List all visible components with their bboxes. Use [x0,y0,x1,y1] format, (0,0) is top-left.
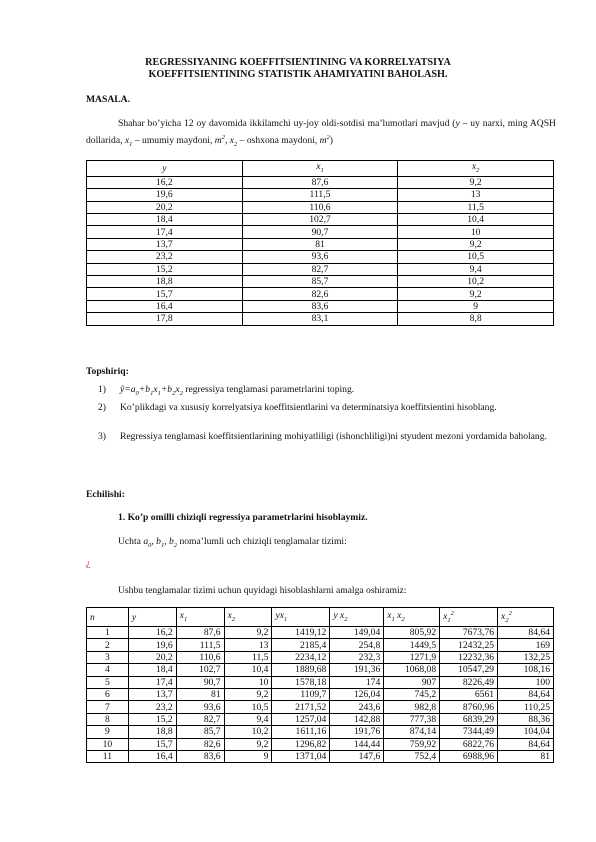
header-x1: $x_1$ [242,161,398,177]
intro-m2-symbol-2: $m^2$ [319,134,330,147]
intro-x1-symbol: $x_1$ [124,135,133,149]
table-cell: 87,6 [176,627,224,639]
masala-label: MASALA. [86,94,130,105]
table-cell: 18,4 [128,664,176,676]
unknowns-symbols: $a_0$, $b_1$, $b_2$ [143,536,178,549]
table-cell: 18,8 [128,726,176,738]
header-y: y [128,608,176,627]
table-cell: 1371,04 [272,751,330,763]
header-x1x2: $x_1$ $x_2$ [384,608,440,627]
task-item-1 [98,383,556,399]
table-row [87,751,554,763]
table-cell: 13 [224,639,272,651]
table-cell: 83,6 [242,300,398,312]
table-cell: 9,2 [398,238,554,250]
stray-character: ¿ [86,558,91,569]
table-cell: 7 [87,701,129,713]
header-x2-squared: $x_2^2$ [498,608,554,627]
table-cell: 169 [498,639,554,651]
table-cell: 17,4 [87,226,243,238]
table-cell: 82,6 [242,288,398,300]
task-1-text: regressiya tenglamasi parametrlarini toping. [182,384,355,395]
table-cell: 191,76 [330,726,384,738]
data-table [86,160,554,326]
table-cell: 13 [398,189,554,201]
table-cell: 13,7 [128,689,176,701]
table-cell: 759,92 [384,738,440,750]
table-row [87,689,554,701]
table-cell: 147,6 [330,751,384,763]
intro-m2-symbol-1: $m^2$ [214,134,225,147]
table-cell: 1271,9 [384,651,440,663]
table-row [87,214,554,226]
table-cell: 8760,96 [440,701,498,713]
table-cell: 6839,29 [440,713,498,725]
table-cell: 4 [87,664,129,676]
table-cell: 8226,49 [440,676,498,688]
table-cell: 8,8 [398,313,554,325]
table-cell: 5 [87,676,129,688]
table-row [87,701,554,713]
table-cell: 1068,08 [384,664,440,676]
table-row [87,201,554,213]
table-cell: 1889,68 [272,664,330,676]
intro-text-5: – oshxona maydoni, [237,135,320,147]
table-row [87,313,554,325]
table-cell: 10547,29 [440,664,498,676]
table-row [87,276,554,288]
table-cell: 90,7 [176,676,224,688]
section-1-text [118,536,347,549]
table-cell: 81 [498,751,554,763]
table-cell: 254,8 [330,639,384,651]
regression-formula: $ŷ=a_0+b_1x_1+b_2x_2$ [120,384,183,397]
table-row [87,300,554,312]
table-cell: 88,36 [498,713,554,725]
table-cell: 9,2 [224,738,272,750]
table-row [87,738,554,750]
header-yx2: y $x_2$ [330,608,384,627]
task-number: 2) [98,402,106,413]
intro-paragraph [86,117,556,152]
header-x1: $x_1$ [176,608,224,627]
table-cell: 111,5 [242,189,398,201]
data-table-header [87,161,554,177]
table-cell: 93,6 [176,701,224,713]
table-cell: 93,6 [242,251,398,263]
table-row [87,627,554,639]
table-cell: 85,7 [242,276,398,288]
table-cell: 83,1 [242,313,398,325]
table-cell: 9,2 [398,176,554,188]
table-cell: 23,2 [128,701,176,713]
table-row [87,288,554,300]
table-cell: 16,4 [128,751,176,763]
intro-text-3: – umumiy maydoni, [132,135,215,147]
table-cell: 10 [224,676,272,688]
table-cell: 10,4 [398,214,554,226]
table-cell: 12432,25 [440,639,498,651]
table-cell: 9 [224,751,272,763]
table-row [87,176,554,188]
task-item-3 [98,430,556,460]
table-cell: 16,2 [128,627,176,639]
table-cell: 9 [87,726,129,738]
table-cell: 243,6 [330,701,384,713]
table-cell: 1109,7 [272,689,330,701]
table-cell: 191,36 [330,664,384,676]
intro-text-4: , [224,135,230,147]
table-cell: 10,2 [224,726,272,738]
table-cell: 174 [330,676,384,688]
table-cell: 85,7 [176,726,224,738]
table-cell: 15,7 [87,288,243,300]
table-cell: 81 [242,238,398,250]
table-cell: 82,7 [176,713,224,725]
header-x2: $x_2$ [398,161,554,177]
calculation-table-header [87,608,554,627]
section-1-text-a: Uchta [118,536,144,547]
table-cell: 1611,16 [272,726,330,738]
table-cell: 9,2 [398,288,554,300]
table-cell: 16,2 [87,176,243,188]
table-cell: 9,4 [398,263,554,275]
table-cell: 982,8 [384,701,440,713]
table-cell: 6561 [440,689,498,701]
header-x1-squared: $x_1^2$ [440,608,498,627]
table-cell: 126,04 [330,689,384,701]
table-row [87,189,554,201]
table-cell: 142,88 [330,713,384,725]
echilishi-label: Echilishi: [86,489,125,500]
table-cell: 84,64 [498,627,554,639]
section-1-heading: 1. Ko’p omilli chiziqli regressiya parametrlarini hisoblaymiz. [118,512,368,523]
table-cell: 16,4 [87,300,243,312]
table-cell: 23,2 [87,251,243,263]
table-cell: 752,4 [384,751,440,763]
table-cell: 9,4 [224,713,272,725]
table-cell: 15,7 [128,738,176,750]
table-cell: 10,5 [224,701,272,713]
table-cell: 7673,76 [440,627,498,639]
header-x2: $x_2$ [224,608,272,627]
table-cell: 2234,12 [272,651,330,663]
table-cell: 2 [87,639,129,651]
table-cell: 102,7 [242,214,398,226]
task-text: Ko’plikdagi va xususiy korrelyatsiya koeffitsientlarini va determinatsiya koeffitsientini hisoblang. [120,402,497,413]
table-cell: 90,7 [242,226,398,238]
table-cell: 132,25 [498,651,554,663]
intro-x2-symbol: $x_2$ [229,135,238,149]
table-row [87,726,554,738]
table-cell: 1449,5 [384,639,440,651]
table-cell: 15,2 [128,713,176,725]
table-cell: 20,2 [87,201,243,213]
section-1-text-2: Ushbu tenglamalar tizimi uchun quyidagi hisoblashlarni amalga oshiramiz: [118,585,407,596]
table-cell: 907 [384,676,440,688]
table-row [87,238,554,250]
document-title-line-1: REGRESSIYANING KOEFFITSIENTINING VA KORRELYATSIYA [145,57,451,68]
table-cell: 10,2 [398,276,554,288]
header-y: y [87,161,243,177]
table-row [87,226,554,238]
intro-y-symbol: y [455,118,460,129]
table-row [87,251,554,263]
table-cell: 11,5 [224,651,272,663]
table-row [87,263,554,275]
table-cell: 110,25 [498,701,554,713]
table-cell: 83,6 [176,751,224,763]
table-cell: 19,6 [87,189,243,201]
table-cell: 84,64 [498,738,554,750]
table-cell: 13,7 [87,238,243,250]
table-cell: 9,2 [224,689,272,701]
table-cell: 3 [87,651,129,663]
table-cell: 10,5 [398,251,554,263]
table-cell: 6822,76 [440,738,498,750]
header-yx1: $yx_1$ [272,608,330,627]
topshiriq-label: Topshiriq: [86,366,129,377]
table-cell: 11,5 [398,201,554,213]
intro-text-1: Shahar bo’yicha 12 oy davomida ikkilamchi uy-joy oldi-sotdisi ma’lumotlari mavjud ( [118,118,456,129]
table-cell: 17,4 [128,676,176,688]
table-cell: 81 [176,689,224,701]
document-title-line-2: KOEFFITSIENTINING STATISTIK AHAMIYATINI BAHOLASH. [148,69,448,80]
table-cell: 18,4 [87,214,243,226]
table-cell: 805,92 [384,627,440,639]
table-cell: 6 [87,689,129,701]
task-number: 1) [98,384,106,395]
table-cell: 874,14 [384,726,440,738]
table-cell: 108,16 [498,664,554,676]
table-cell: 777,38 [384,713,440,725]
table-cell: 9,2 [224,627,272,639]
table-cell: 20,2 [128,651,176,663]
table-cell: 110,6 [242,201,398,213]
table-cell: 17,8 [87,313,243,325]
table-cell: 10 [87,738,129,750]
table-cell: 110,6 [176,651,224,663]
table-cell: 6988,96 [440,751,498,763]
table-cell: 1419,12 [272,627,330,639]
table-cell: 1296,82 [272,738,330,750]
table-row [87,651,554,663]
table-cell: 8 [87,713,129,725]
task-item-2 [98,401,556,431]
table-cell: 100 [498,676,554,688]
table-cell: 1257,04 [272,713,330,725]
table-cell: 84,64 [498,689,554,701]
calculation-table [86,607,554,763]
table-cell: 10 [398,226,554,238]
table-cell: 15,2 [87,263,243,275]
intro-text-6: ) [329,135,333,147]
table-cell: 102,7 [176,664,224,676]
table-cell: 2171,52 [272,701,330,713]
table-cell: 11 [87,751,129,763]
table-cell: 19,6 [128,639,176,651]
table-cell: 87,6 [242,176,398,188]
table-cell: 18,8 [87,276,243,288]
task-text: Regressiya tenglamasi koeffitsientlarining mohiyatliligi (ishonchliligi)ni styudent mezoni yordamida baholang. [120,431,547,442]
header-n: n [87,608,129,627]
table-cell: 1578,18 [272,676,330,688]
table-cell: 12232,36 [440,651,498,663]
table-cell: 232,3 [330,651,384,663]
table-row [87,676,554,688]
table-cell: 104,04 [498,726,554,738]
table-row [87,664,554,676]
table-cell: 149,04 [330,627,384,639]
table-cell: 9 [398,300,554,312]
task-text [120,383,556,400]
table-cell: 82,6 [176,738,224,750]
table-row [87,639,554,651]
table-cell: 144,44 [330,738,384,750]
section-1-text-b: noma’lumli uch chiziqli tenglamalar tizimi: [177,536,347,547]
task-number: 3) [98,431,106,442]
table-row [87,713,554,725]
table-cell: 1 [87,627,129,639]
table-cell: 82,7 [242,263,398,275]
table-cell: 2185,4 [272,639,330,651]
table-cell: 111,5 [176,639,224,651]
table-cell: 745,2 [384,689,440,701]
intro-text-2: – uy narxi, ming AQSH dollarida, [86,118,556,147]
table-cell: 10,4 [224,664,272,676]
table-cell: 7344,49 [440,726,498,738]
